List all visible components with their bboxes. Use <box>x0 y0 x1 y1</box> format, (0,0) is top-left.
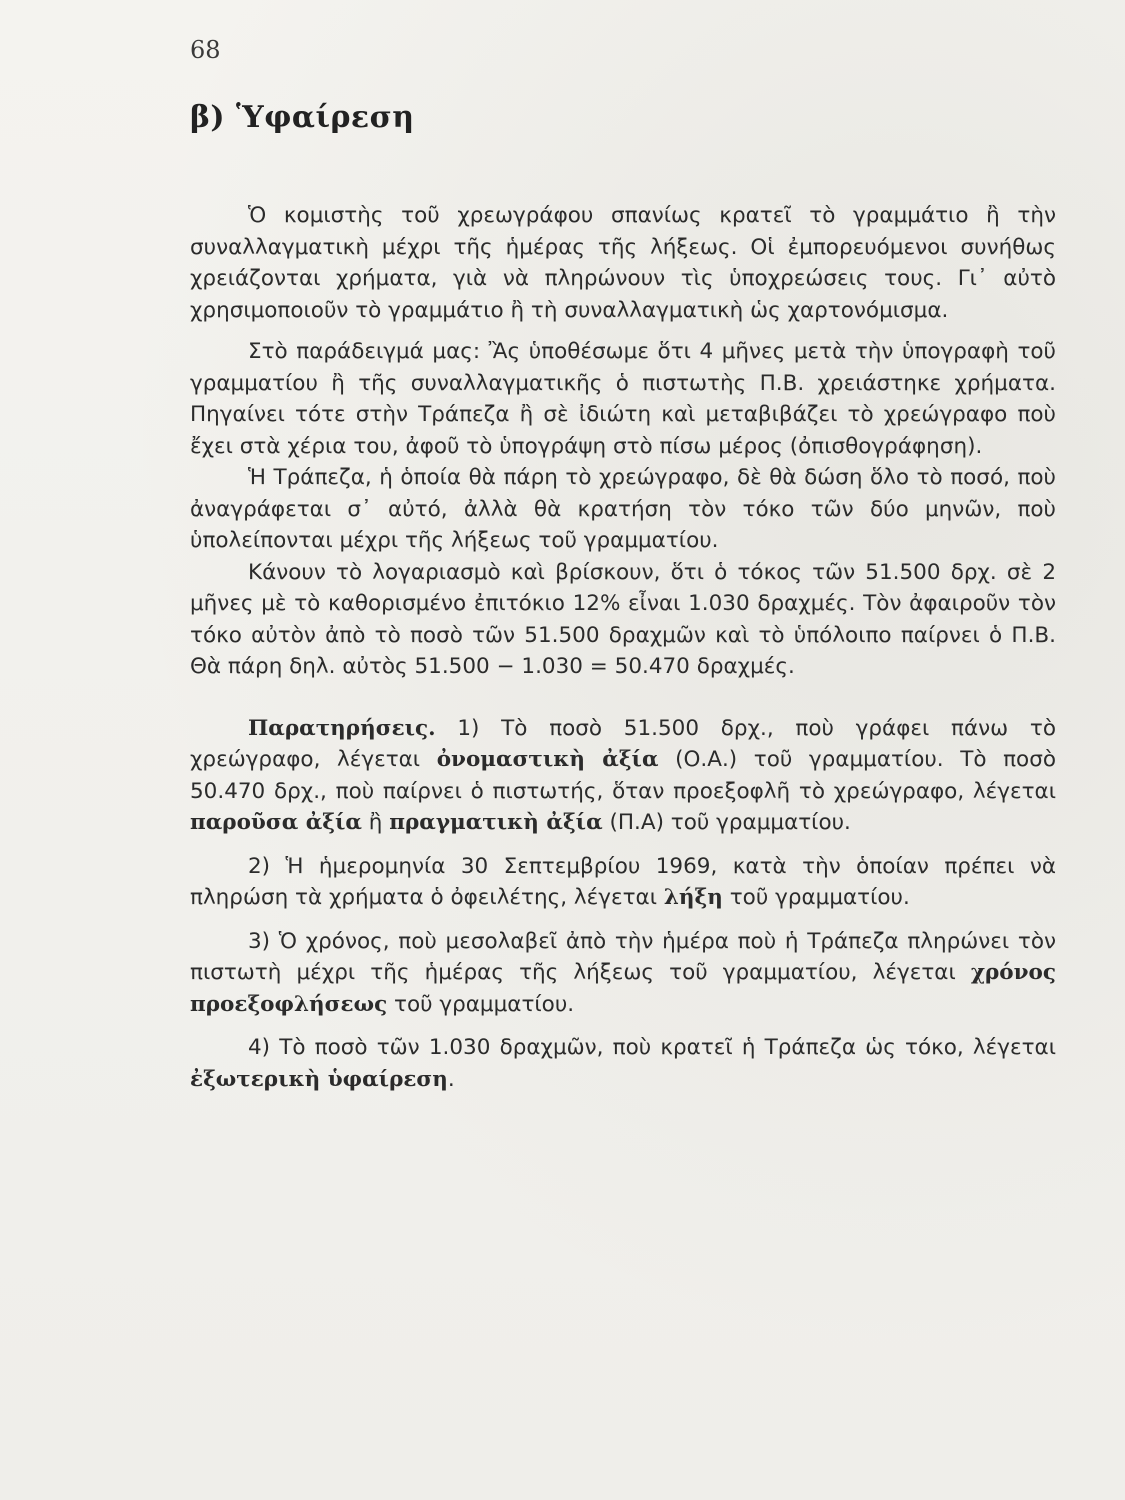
term-present-value: παροῦσα ἀξία <box>190 810 362 835</box>
remarks-text-4: (Π.Α) τοῦ γραμματίου. <box>602 810 851 835</box>
paragraph-3: Ἡ Τράπεζα, ἡ ὁποία θὰ πάρη τὸ χρεώγραφο, δὲ θὰ δώση ὅλο τὸ ποσό, ποὺ ἀναγράφεται σ᾽ αὐτό, ἀλλὰ θὰ κρατήση τὸν τόκο τῶν δύο μηνῶν, ποὺ ὑπολείπονται μέχρι τῆς λήξεως τοῦ γραμματίου. <box>190 465 1056 553</box>
paragraph-remarks <box>190 713 1056 839</box>
paragraph-2: Στὸ παράδειγμά μας: Ἂς ὑποθέσωμε ὅτι 4 μῆνες μετὰ τὴν ὑπογραφὴ τοῦ γραμματίου ἢ τῆς συναλλαγματικῆς ὁ πιστωτὴς Π.Β. χρειάστηκε χρήματα. Πηγαίνει τότε στὴν Τράπεζα ἢ σὲ ἰδιώτη καὶ μεταβιβάζει τὸ χρεώγραφο ποὺ ἔχει στὰ χέρια του, ἀφοῦ τὸ ὑπογράψη στὸ πίσω μέρος (ὀπισθογράφηση). <box>190 339 1056 459</box>
remark-2-text-2: τοῦ γραμματίου. <box>722 885 910 910</box>
remark-2-text-1: 2) Ἡ ἡμερομηνία 30 Σεπτεμβρίου 1969, κατὰ τὴν ὁποίαν πρέπει νὰ πληρώση τὰ χρήματα ὁ ὀφειλέτης, λέγεται <box>190 853 1056 910</box>
body-text <box>190 200 1056 1095</box>
section-title: β) Ὑφαίρεση <box>190 100 415 135</box>
term-real-value: πραγματικὴ ἀξία <box>389 810 603 835</box>
paragraph-remark-4 <box>190 1032 1056 1095</box>
remark-3-text-2: τοῦ γραμματίου. <box>387 991 575 1017</box>
paragraph-remark-3 <box>190 926 1056 1021</box>
remarks-text-3: ἢ <box>361 810 390 835</box>
remarks-label: Παρατηρήσεις. <box>248 715 436 741</box>
term-maturity: λήξη <box>663 885 723 910</box>
remark-4-text-2: . <box>447 1066 455 1092</box>
remark-3-text-1: 3) Ὁ χρόνος, ποὺ μεσολαβεῖ ἀπὸ τὴν ἡμέρα ποὺ ἡ Τράπεζα πληρώνει τὸν πιστωτὴ μέχρι τῆς ἡμέρας τῆς λήξεως τοῦ γραμματίου, λέγεται <box>190 928 1056 985</box>
term-discount-time: χρόνος προεξοφλήσεως <box>190 960 1056 1017</box>
term-nominal-value: ὀνομαστικὴ ἀξία <box>436 747 659 772</box>
remarks-text-1: 1) Τὸ ποσὸ 51.500 δρχ., ποὺ γράφει πάνω τὸ χρεώγραφο, λέγεται <box>190 715 1056 772</box>
term-external-discount: ἐξωτερικὴ ὑφαίρεση <box>190 1066 448 1092</box>
remark-4-text-1: 4) Τὸ ποσὸ τῶν 1.030 δραχμῶν, ποὺ κρατεῖ ἡ Τράπεζα ὡς τόκο, λέγεται <box>248 1035 1056 1060</box>
paragraph-remark-2 <box>190 851 1056 914</box>
paragraph-1: Ὁ κομιστὴς τοῦ χρεωγράφου σπανίως κρατεῖ τὸ γραμμάτιο ἢ τὴν συναλλαγματικὴ μέχρι τῆς ἡμέρας τῆς λήξεως. Οἱ ἐμπορευόμενοι συνήθως χρειάζονται χρήματα, γιὰ νὰ πληρώνουν τὶς ὑποχρεώσεις τους. Γι᾽ αὐτὸ χρησιμοποιοῦν τὸ γραμμάτιο ἢ τὴ συναλλαγματικὴ ὡς χαρτονόμισμα. <box>190 203 1056 323</box>
remarks-text-2: (Ο.Α.) τοῦ γραμματίου. Τὸ ποσὸ 50.470 δρχ., ποὺ παίρνει ὁ πιστωτής, ὅταν προεξοφλῆ τὸ χρεώγραφο, λέγεται <box>190 747 1056 804</box>
paragraph-4: Κάνουν τὸ λογαριασμὸ καὶ βρίσκουν, ὅτι ὁ τόκος τῶν 51.500 δρχ. σὲ 2 μῆνες μὲ τὸ καθορισμένο ἐπιτόκιο 12% εἶναι 1.030 δραχμές. Τὸν ἀφαιροῦν τὸν τόκο αὐτὸν ἀπὸ τὸ ποσὸ τῶν 51.500 δραχμῶν καὶ τὸ ὑπόλοιπο παίρνει ὁ Π.Β. Θὰ πάρη δηλ. αὐτὸς 51.500 − 1.030 = 50.470 δραχμές. <box>190 559 1056 679</box>
page-number: 68 <box>190 36 221 64</box>
